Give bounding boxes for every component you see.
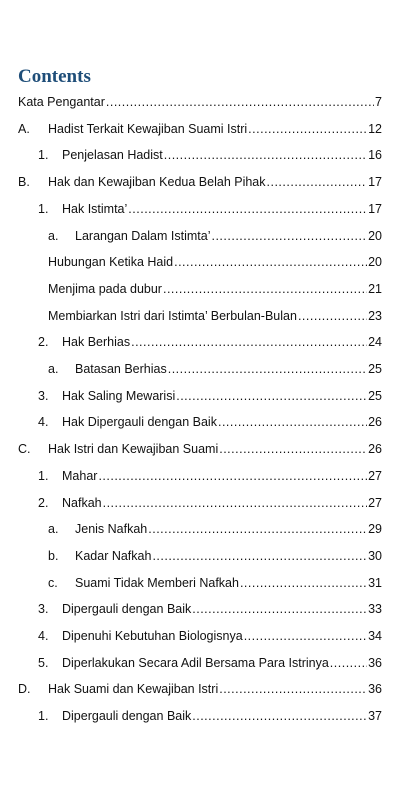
- toc-entry-number: 4.: [38, 415, 49, 430]
- toc-entry-line: [48, 119, 382, 139]
- toc-entry-line: [62, 626, 382, 646]
- dot-leader: [240, 573, 367, 593]
- dot-leader: [163, 279, 367, 299]
- toc-entry-page: 37: [368, 709, 382, 724]
- toc-entry-page: 20: [368, 228, 382, 243]
- toc-entry-page: 21: [368, 281, 382, 296]
- toc-entry-title: Menjima pada dubur: [48, 281, 162, 296]
- toc-entry-number: a.: [48, 362, 59, 376]
- toc-entry[interactable]: [0, 145, 400, 165]
- toc-entry[interactable]: [0, 92, 400, 112]
- dot-leader: [192, 599, 367, 619]
- toc-entry-title: Hak Istimta’: [62, 201, 128, 216]
- toc-entry-title: Hak Suami dan Kewajiban Istri: [48, 682, 219, 697]
- dot-leader: [219, 679, 367, 699]
- toc-entry-page: 12: [368, 121, 382, 136]
- toc-entry-line: [48, 252, 382, 272]
- toc-entry-number: A.: [18, 121, 30, 136]
- toc-entry-number: D.: [18, 682, 31, 697]
- toc-entry-page: 34: [368, 629, 382, 643]
- toc-entry-line: [62, 493, 382, 513]
- toc-entry[interactable]: [0, 546, 400, 566]
- toc-entry-page: 17: [368, 201, 382, 216]
- toc-entry-title: Hak dan Kewajiban Kedua Belah Pihak: [48, 175, 266, 190]
- toc-entry-title: Dipenuhi Kebutuhan Biologisnya: [62, 629, 243, 643]
- toc-entry-number: c.: [48, 575, 58, 590]
- toc-entry-line: [62, 145, 382, 165]
- toc-entry-page: 31: [368, 575, 382, 590]
- toc-entry[interactable]: [0, 679, 400, 699]
- toc-entry-number: 1.: [38, 709, 49, 724]
- toc-entry-number: 2.: [38, 335, 49, 350]
- toc-entry-page: 20: [368, 255, 382, 270]
- toc-entry-title: Larangan Dalam Istimta’: [75, 228, 211, 243]
- toc-entry-page: 16: [368, 148, 382, 163]
- toc-entry-line: [62, 412, 382, 432]
- toc-entry-line: [62, 466, 382, 486]
- toc-entry-page: 24: [368, 335, 382, 350]
- toc-entry-line: [48, 306, 382, 326]
- toc-entry-number: 4.: [38, 629, 49, 643]
- toc-entry[interactable]: [0, 199, 400, 219]
- toc-entry[interactable]: [0, 493, 400, 513]
- toc-entry-line: [48, 279, 382, 299]
- toc-entry-number: b.: [48, 548, 59, 563]
- dot-leader: [152, 546, 367, 566]
- toc-entry[interactable]: [0, 359, 400, 379]
- toc-entry-title: Penjelasan Hadist: [62, 148, 163, 163]
- toc-entry[interactable]: [0, 573, 400, 593]
- dot-leader: [176, 386, 367, 406]
- dot-leader: [148, 519, 367, 539]
- dot-leader: [98, 466, 367, 486]
- dot-leader: [218, 412, 367, 432]
- dot-leader: [131, 332, 367, 352]
- dot-leader: [248, 119, 367, 139]
- toc-entry[interactable]: [0, 706, 400, 726]
- dot-leader: [106, 92, 374, 112]
- toc-entry[interactable]: [0, 519, 400, 539]
- toc-entry[interactable]: [0, 279, 400, 299]
- toc-entry-title: Hak Istri dan Kewajiban Suami: [48, 442, 219, 457]
- toc-entry[interactable]: [0, 226, 400, 246]
- toc-entry[interactable]: [0, 599, 400, 619]
- toc-entry[interactable]: [0, 306, 400, 326]
- toc-entry-line: [62, 386, 382, 406]
- toc-entry-number: 3.: [38, 388, 49, 403]
- toc-entry-page: 36: [368, 655, 382, 670]
- toc-entry-title: Hubungan Ketika Haid: [48, 255, 174, 270]
- toc-entry-line: [75, 519, 382, 539]
- toc-entry-number: a.: [48, 522, 59, 537]
- toc-entry-page: 7: [375, 95, 382, 109]
- toc-entry-line: [75, 546, 382, 566]
- toc-entry-page: 27: [368, 495, 382, 510]
- toc-entry[interactable]: [0, 412, 400, 432]
- dot-leader: [244, 626, 367, 646]
- toc-entry-page: 30: [368, 548, 382, 563]
- toc-entry-number: a.: [48, 228, 59, 243]
- toc-entry-line: [48, 172, 382, 192]
- toc-entry-line: [48, 439, 382, 459]
- toc-entry[interactable]: [0, 119, 400, 139]
- toc-entry-line: [62, 199, 382, 219]
- toc-entry-title: Hak Berhias: [62, 335, 131, 350]
- toc-entry-page: 36: [368, 682, 382, 697]
- toc-entry-page: 29: [368, 522, 382, 537]
- toc-entry-title: Dipergauli dengan Baik: [62, 709, 192, 724]
- toc-entry-title: Batasan Berhias: [75, 362, 167, 376]
- toc-entry-title: Nafkah: [62, 495, 102, 510]
- dot-leader: [192, 706, 367, 726]
- toc-entry-title: Membiarkan Istri dari Istimta’ Berbulan-Bulan: [48, 308, 297, 323]
- toc-entry-line: [18, 92, 382, 112]
- toc-entry-line: [75, 226, 382, 246]
- toc-entry-line: [62, 653, 382, 673]
- toc-entry-number: 1.: [38, 201, 49, 216]
- dot-leader: [298, 306, 367, 326]
- toc-entry[interactable]: [0, 386, 400, 406]
- toc-entry-number: 3.: [38, 602, 49, 617]
- toc-entry-number: 2.: [38, 495, 49, 510]
- toc-entry-title: Mahar: [62, 468, 98, 483]
- dot-leader: [219, 439, 367, 459]
- toc-entry-line: [62, 599, 382, 619]
- toc-entry-number: C.: [18, 442, 31, 457]
- toc-entry-page: 17: [368, 175, 382, 190]
- toc-entry-page: 25: [368, 388, 382, 403]
- page-title: Contents: [18, 66, 91, 87]
- toc-entry-title: Kadar Nafkah: [75, 548, 152, 563]
- toc-entry-line: [75, 359, 382, 379]
- toc-entry-line: [62, 706, 382, 726]
- dot-leader: [211, 226, 367, 246]
- toc-entry-title: Kata Pengantar: [18, 95, 105, 109]
- toc-entry-number: 5.: [38, 655, 49, 670]
- toc-entry-title: Hak Saling Mewarisi: [62, 388, 176, 403]
- toc-entry-page: 23: [368, 308, 382, 323]
- toc-entry-title: Diperlakukan Secara Adil Bersama Para Istrinya: [62, 655, 329, 670]
- toc-entry[interactable]: [0, 439, 400, 459]
- toc-entry-title: Hadist Terkait Kewajiban Suami Istri: [48, 121, 248, 136]
- toc-entry-page: 26: [368, 415, 382, 430]
- toc-entry-number: B.: [18, 175, 30, 190]
- toc-entry-page: 27: [368, 468, 382, 483]
- toc-entry-line: [48, 679, 382, 699]
- toc-entry-page: 26: [368, 442, 382, 457]
- toc-entry-title: Dipergauli dengan Baik: [62, 602, 192, 617]
- toc-entry-page: 33: [368, 602, 382, 617]
- toc-entry[interactable]: [0, 653, 400, 673]
- toc-entry[interactable]: [0, 332, 400, 352]
- toc-entry-title: Suami Tidak Memberi Nafkah: [75, 575, 239, 590]
- toc-entry[interactable]: [0, 172, 400, 192]
- dot-leader: [103, 493, 367, 513]
- toc-entry-title: Jenis Nafkah: [75, 522, 148, 537]
- toc-entry-number: 1.: [38, 468, 49, 483]
- dot-leader: [164, 145, 367, 165]
- toc-entry-title: Hak Dipergauli dengan Baik: [62, 415, 217, 430]
- dot-leader: [174, 252, 367, 272]
- toc-entry[interactable]: [0, 626, 400, 646]
- toc-entry-line: [75, 573, 382, 593]
- toc-entry[interactable]: [0, 252, 400, 272]
- dot-leader: [128, 199, 367, 219]
- dot-leader: [330, 653, 367, 673]
- dot-leader: [168, 359, 367, 379]
- dot-leader: [267, 172, 368, 192]
- toc-entry[interactable]: [0, 466, 400, 486]
- toc-entry-number: 1.: [38, 148, 49, 163]
- toc-entry-page: 25: [368, 362, 382, 376]
- toc-entry-line: [62, 332, 382, 352]
